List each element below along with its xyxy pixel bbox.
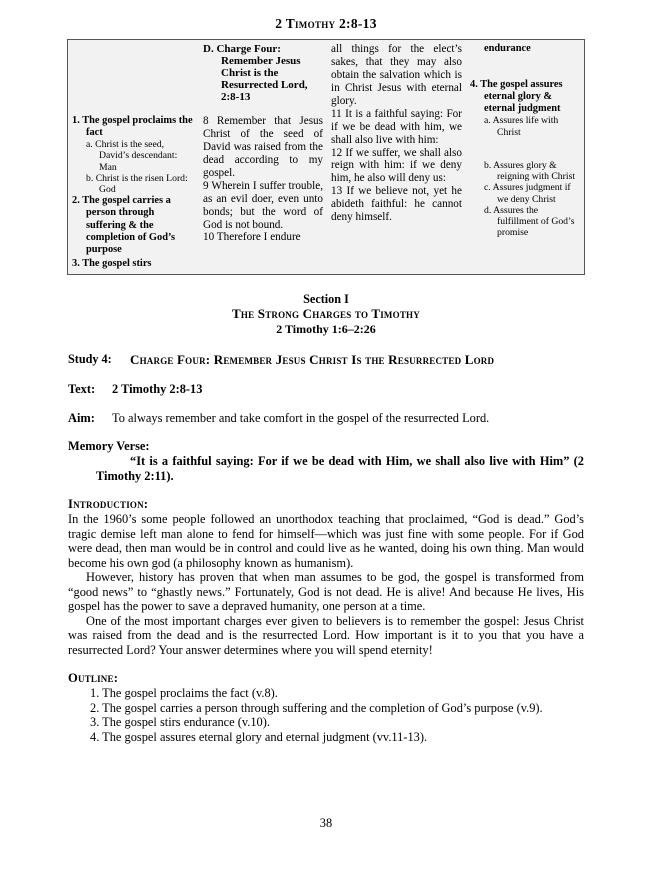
introduction-label: Introduction:	[68, 497, 149, 512]
introduction-paragraph: However, history has proven that when man assumes to be god, the gospel is transformed from “good news” to “ghastly news.” Fortunately, God is not dead. He is alive! And because He lives, His gospel has the power to save a depraved humanity, one person at a time.	[68, 570, 584, 614]
memory-verse-label: Memory Verse:	[68, 438, 150, 453]
running-head: 2 Timothy 2:8-13	[275, 16, 377, 31]
outline-item: b. Assures glory & reigning with Christ	[484, 159, 576, 182]
scripture-verse: 11 It is a faithful saying: For if we be dead with him, we shall also live with him:	[331, 107, 462, 146]
outline-item: 3. The gospel stirs	[72, 257, 152, 269]
outline-spacer	[72, 43, 195, 115]
section-heading	[0, 292, 652, 337]
outline-item: 2. The gospel carries a person through suffering & the completion of God’s purpose	[72, 195, 176, 255]
scripture-verse: 10 Therefore I endure	[203, 231, 301, 244]
list-item: 2. The gospel carries a person through suffering and the completion of God’s purpose (v.9).	[90, 700, 543, 715]
table-cell-charge-scripture	[199, 40, 327, 275]
section-title: The Strong Charges to Timothy	[232, 306, 420, 322]
memory-verse-block	[68, 439, 584, 484]
memory-verse-quote: “It is a faithful saying: For if we be dead with Him, we shall also live with Him” (2 Timothy 2:11).	[96, 453, 584, 483]
charge-heading: D. Charge Four: Remember Jesus Christ is the Resurrected Lord, 2:8-13	[203, 43, 308, 103]
section-reference: 2 Timothy 1:6–2:26	[276, 321, 376, 336]
table-cell-scripture-right	[327, 40, 466, 275]
aim-value: To always remember and take comfort in the gospel of the resurrected Lord.	[112, 410, 490, 425]
aim-line	[68, 411, 584, 426]
scripture-verse: 12 If we suffer, we shall also reign with him: if we deny him, he also will deny us:	[331, 146, 462, 185]
scripture-block	[203, 115, 323, 244]
text-label: Text:	[68, 381, 96, 396]
outline-list	[68, 686, 584, 744]
introduction-paragraph: One of the most important charges ever given to believers is to remember the gospel: Jesus Christ was raised from the dead and is the resurrected Lord. How important is it to you that you have a resurrected Lord? Your answer determines where you will spend eternity!	[68, 613, 584, 657]
text-value: 2 Timothy 2:8-13	[112, 381, 203, 396]
scripture-verse: 9 Wherein I suffer trouble, as an evil doer, even unto bonds; but the word of God is not bound.	[203, 179, 323, 231]
table-row	[68, 40, 585, 275]
scripture-verse: 13 If we believe not, yet he abideth faithful: he cannot deny himself.	[331, 185, 462, 224]
body-content	[68, 352, 584, 744]
text-line	[68, 382, 584, 397]
outline-item: a. Christ is the seed, David’s descendant: Man	[86, 139, 178, 173]
introduction-paragraph: In the 1960’s some people followed an unorthodox teaching that proclaimed, “God is dead.” God’s tragic demise left man alone to fend for himself—which was just fine with some people. For if God were dead, then man would be in control and could live as he wanted, doing his own thing. Man would become his own god (a philosophy known as humanism).	[68, 512, 584, 570]
outline-item: 1. The gospel proclaims the fact	[72, 115, 193, 139]
page-number: 38	[319, 816, 333, 830]
table-cell-outline-right	[466, 40, 585, 275]
study-line	[68, 352, 584, 367]
outline-item: b. Christ is the risen Lord: God	[86, 172, 188, 196]
outline-label: Outline:	[68, 671, 119, 686]
outline-item: 4. The gospel assures eternal glory & eternal judgment	[470, 79, 563, 115]
outline-item: a. Assures life with Christ	[484, 115, 559, 138]
study-title: Charge Four: Remember Jesus Christ Is the Resurrected Lord	[130, 352, 495, 368]
list-item: 1. The gospel proclaims the fact (v.8).	[90, 686, 278, 701]
scripture-verse: 8 Remember that Jesus Christ of the seed of David was raised from the dead according to my gospel.	[203, 115, 323, 179]
outline-scripture-table	[67, 39, 585, 275]
section-number: Section I	[303, 291, 349, 306]
list-item: 4. The gospel assures eternal glory and eternal judgment (vv.11-13).	[90, 729, 428, 744]
outline-item: d. Assures the fulfillment of God’s promise	[484, 204, 575, 239]
table-cell-outline-left	[68, 40, 200, 275]
list-item: 3. The gospel stirs endurance (v.10).	[90, 715, 270, 730]
outline-item-continued: endurance	[484, 43, 531, 54]
study-label: Study 4:	[68, 352, 112, 367]
scripture-verse: all things for the elect’s sakes, that they may also obtain the salvation which is in Christ Jesus with eternal glory.	[331, 43, 462, 107]
outline-item: c. Assures judgment if we deny Christ	[484, 182, 571, 205]
aim-label: Aim:	[68, 410, 95, 425]
